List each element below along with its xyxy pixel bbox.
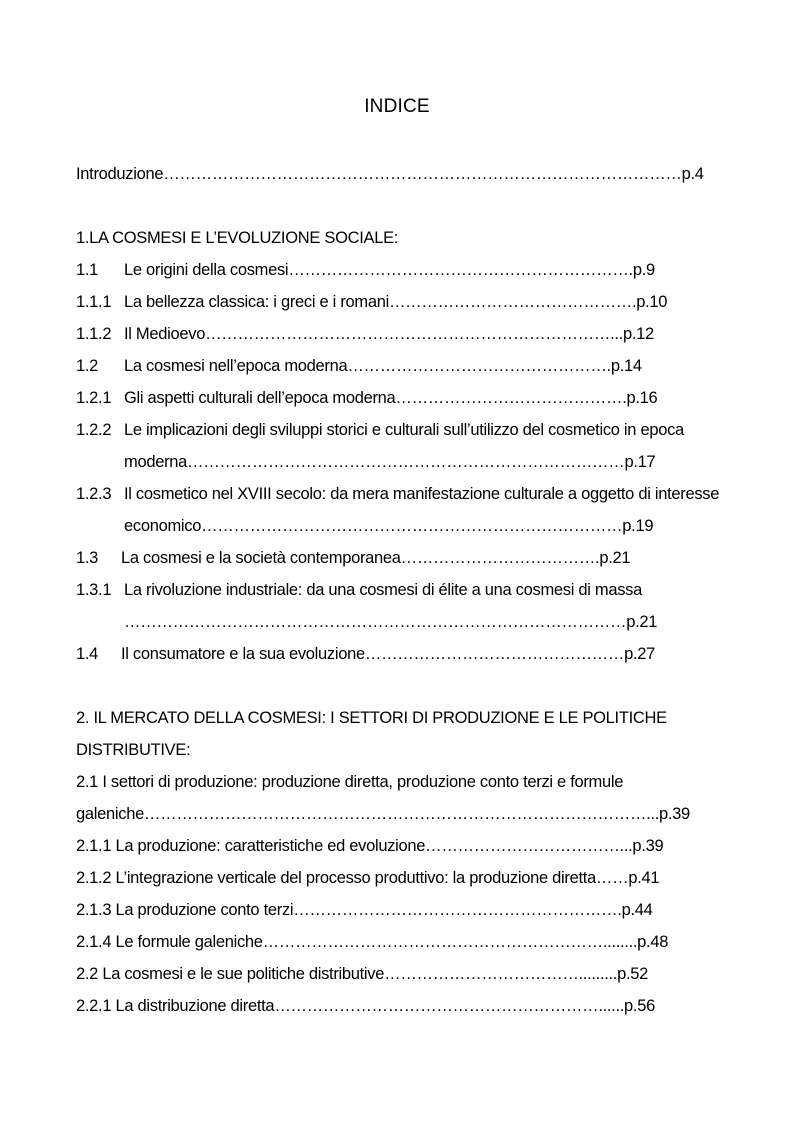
toc-page-number: p.39 [659,805,690,823]
toc-entry-text: galeniche [76,805,144,823]
toc-entry-text: La bellezza classica: i greci e i romani [124,293,389,311]
toc-leader-dots: ……………………………………………………………………… [187,453,625,471]
toc-entry-text: Introduzione [76,165,164,183]
toc-entry-text: 2.2 La cosmesi e le sue politiche distributive [76,965,385,983]
chapter-2-heading: 2. IL MERCATO DELLA COSMESI: I SETTORI DI PRODUZIONE E LE POLITICHE [76,709,667,727]
toc-leader-dots: ………………………………………… [364,645,625,663]
chapter-2-heading-continuation: DISTRIBUTIVE: [76,741,191,759]
toc-page-number: p.21 [626,613,658,631]
toc-entry [76,482,726,506]
toc-entry [76,898,653,922]
toc-leader-dots: ………………………………………………………………………………… [124,613,627,631]
toc-entry [76,578,726,602]
toc-leader-dots: …… [595,869,629,887]
toc-page-number: p.10 [636,293,668,311]
toc-entry-text: Il consumatore e la sua evoluzione [121,645,365,663]
toc-leader-dots: ……………………………………. [395,389,627,407]
toc-entry-continuation [76,514,654,538]
toc-entry-text: La rivoluzione industriale: da una cosmesi di élite a una cosmesi di massa [124,581,642,599]
toc-entry-number: 1.1.1 [76,293,112,311]
toc-entry [76,258,655,282]
toc-leader-dots: ………………………………... [425,837,633,855]
toc-leader-dots: ……………………………………………………...... [274,997,625,1015]
toc-page-number: p.12 [622,325,654,343]
toc-page-number: p.14 [610,357,642,375]
toc-entry [76,418,726,442]
toc-page-number: p.17 [624,453,656,471]
toc-page-number: p.19 [622,517,654,535]
toc-leader-dots: ………………………………………………………. [288,261,633,279]
toc-entry-continuation [76,802,690,826]
toc-entry-text: Le origini della cosmesi [124,261,289,279]
toc-entry [76,322,654,346]
toc-entry-number: 1.2.3 [76,485,112,503]
toc-entry-text: Il cosmetico nel XVIII secolo: da mera manifestazione culturale a oggetto di interesse [124,485,720,503]
toc-entry-text: Gli aspetti culturali dell’epoca moderna [124,389,396,407]
toc-entry [76,834,664,858]
chapter-1-heading: 1.LA COSMESI E L’EVOLUZIONE SOCIALE: [76,229,399,247]
toc-entry-text: 2.1 I settori di produzione: produzione diretta, produzione conto terzi e formule [76,773,624,791]
toc-entry-text: La cosmesi nell’epoca moderna [124,357,348,375]
toc-entry-number: 1.2 [76,357,99,375]
page-title: INDICE [364,96,430,117]
toc-leader-dots: ………………………………. [400,549,600,567]
toc-leader-dots: ………………………………………………………........ [262,933,638,951]
toc-entry-text: moderna [124,453,188,471]
toc-entry-text: economico [124,517,202,535]
toc-leader-dots: …………………………………………………………………………………... [143,805,660,823]
toc-leader-dots: …………………………………………. [347,357,611,375]
toc-page-number: p.16 [626,389,658,407]
toc-entry-text: Il Medioevo [124,325,206,343]
toc-entry [76,290,668,314]
toc-entry-text: La cosmesi e la società contemporanea [121,549,401,567]
toc-page-number: p.4 [681,165,704,183]
toc-entry [76,386,658,410]
toc-leader-dots: …………………………………………………………………………………… [163,165,682,183]
toc-page-number: p.9 [632,261,655,279]
toc-entry-text: 2.2.1 La distribuzione diretta [76,997,275,1015]
toc-page-number: p.48 [637,933,669,951]
toc-page-number: p.41 [628,869,660,887]
toc-entry [76,642,655,666]
toc-leader-dots: …………………………………………………………………... [205,325,623,343]
toc-entry [76,770,726,794]
toc-entry [76,930,669,954]
toc-entry [76,962,648,986]
toc-page-number: p.21 [599,549,631,567]
toc-entry [76,546,646,570]
toc-entry-number: 1.4 [76,645,99,663]
toc-page-number: p.39 [632,837,664,855]
toc-entry-continuation [76,450,656,474]
toc-page-number: p.56 [624,997,655,1015]
toc-entry-text: Le implicazioni degli sviluppi storici e culturali sull’utilizzo del cosmetico in epoca [124,421,684,439]
toc-entry-number: 1.3.1 [76,581,112,599]
toc-entry-text: 2.1.3 La produzione conto terzi [76,901,294,919]
toc-leader-dots: ………………………………......... [384,965,618,983]
toc-entry-number: 1.2.1 [76,389,112,407]
toc-entry [76,866,660,890]
toc-entry-introduzione [76,162,704,186]
toc-page-number: p.52 [617,965,649,983]
toc-page-number: p.27 [624,645,655,663]
toc-entry-number: 1.1.2 [76,325,112,343]
toc-entry-text: 2.1.1 La produzione: caratteristiche ed evoluzione [76,837,426,855]
toc-entry [76,994,655,1018]
toc-leader-dots: ……………………………………………………. [293,901,622,919]
toc-entry [76,354,646,378]
toc-entry-number: 1.1 [76,261,99,279]
toc-entry-continuation [76,610,658,634]
toc-page-number: p.44 [621,901,653,919]
toc-leader-dots: ………………………………………. [388,293,637,311]
toc-entry-text: 2.1.4 Le formule galeniche [76,933,263,951]
toc-entry-number: 1.2.2 [76,421,112,439]
toc-leader-dots: …………………………………………………………………… [201,517,623,535]
toc-entry-text: 2.1.2 L’integrazione verticale del processo produttivo: la produzione diretta [76,869,596,887]
toc-entry-number: 1.3 [76,549,99,567]
